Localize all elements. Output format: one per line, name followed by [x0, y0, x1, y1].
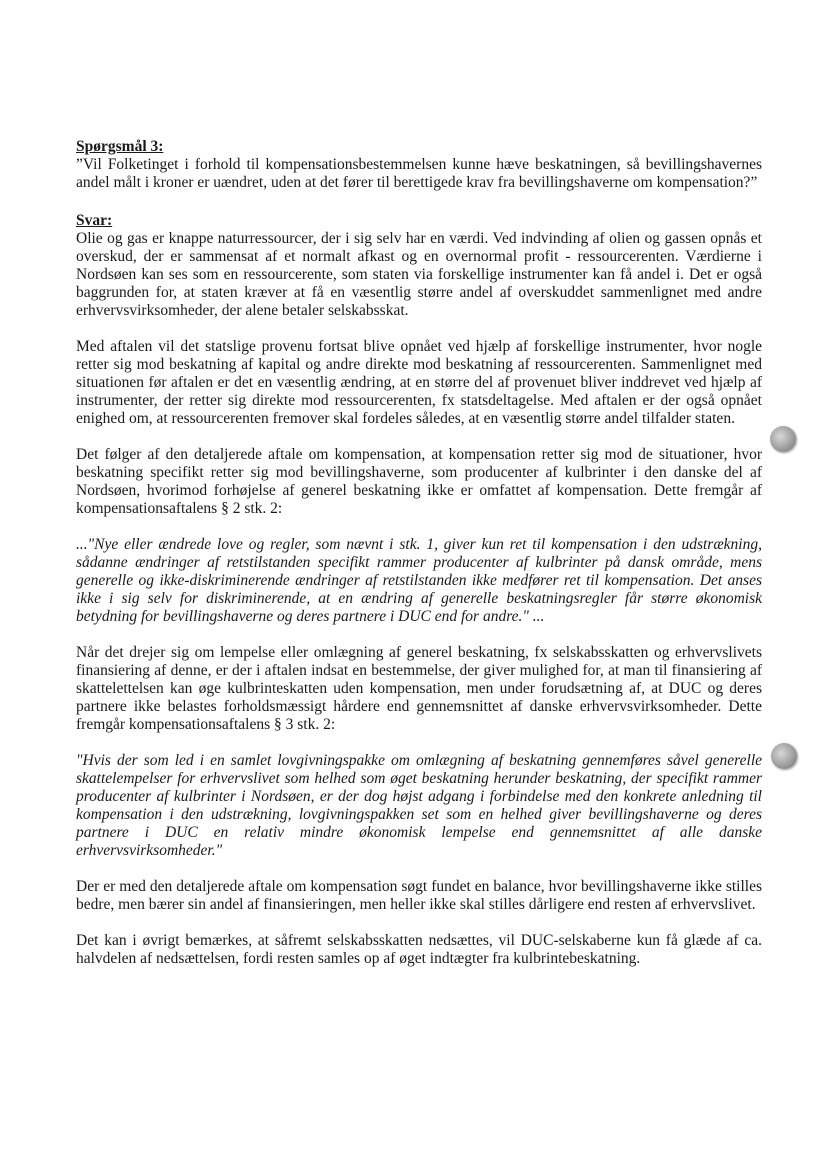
answer-paragraph-5: Der er med den detaljerede aftale om kompensation søgt fundet en balance, hvor bevillingshaverne ikke stilles bedre, men bærer sin andel af finansieringen, men heller ikke skal stilles dårligere end resten af erhvervslivet. — [76, 878, 762, 913]
quote-paragraph-1: ..."Nye eller ændrede love og regler, som nævnt i stk. 1, giver kun ret til kompensation i den udstrækning, sådanne ændringer af retstilstanden specifikt rammer producenter af kulbrinter på dansk område, mens generelle og ikke-diskriminerende ændringer af retstilstanden ikke medfører ret til kompensation. Det anses ikke i sig selv for diskriminerende, at en ændring af generelle beskatningsregler får større økonomisk betydning for bevillingshaverne og deres partnere i DUC end for andre." ... — [76, 536, 762, 625]
answer-paragraph-1: Olie og gas er knappe naturressourcer, der i sig selv har en værdi. Ved indvinding af olien og gassen opnås et overskud, der er sammensat af et normalt afkast og en overnormal profit - ressourcerenten. Værdierne i Nordsøen kan ses som en ressourcerente, som staten via forskellige instrumenter kan få andel i. Det er også baggrunden for, at staten kræver at få en væsentlig større andel af overskuddet sammenlignet med andre erhvervsvirksomheder, der alene betaler selskabsskat. — [76, 230, 762, 319]
punch-hole-icon — [770, 426, 796, 452]
question-text: ”Vil Folketinget i forhold til kompensationsbestemmelsen kunne hæve beskatningen, så bevillingshavernes andel målt i kroner er uændret, uden at det fører til berettigede krav fra bevillingshaverne om kompensation?” — [76, 156, 762, 191]
question-heading: Spørgsmål 3: — [76, 138, 164, 155]
punch-hole-icon — [771, 743, 797, 769]
answer-paragraph-4: Når det drejer sig om lempelse eller omlægning af generel beskatning, fx selskabsskatten og erhvervslivets finansiering af denne, er der i aftalen indsat en bestemmelse, der giver mulighed for, at man til finansiering af skattelettelsen kan øge kulbrinteskatten uden kompensation, men under forudsætning af, at DUC og deres partnere ikke belastes forholdsmæssigt hårdere end gennemsnittet af danske erhvervsvirksomheder. Dette fremgår kompensationsaftalens § 3 stk. 2: — [76, 644, 762, 733]
answer-paragraph-2: Med aftalen vil det statslige provenu fortsat blive opnået ved hjælp af forskellige instrumenter, hvor nogle retter sig mod beskatning af kapital og andre direkte mod beskatning af ressourcerenten. Sammenlignet med situationen før aftalen er det en væsentlig ændring, at en større del af provenuet bliver inddrevet ved hjælp af instrumenter, der retter sig direkte mod ressourcerenten, fx statsdeltagelse. Med aftalen er der også opnået enighed om, at ressourcerenten fremover skal fordeles således, at en væsentlig større andel tilfalder staten. — [76, 338, 762, 427]
document-page — [76, 138, 762, 968]
answer-paragraph-3: Det følger af den detaljerede aftale om kompensation, at kompensation retter sig mod de situationer, hvor beskatning specifikt retter sig mod bevillingshaverne, som producenter af kulbrinter i den danske del af Nordsøen, hvorimod forhøjelse af generel beskatning ikke er omfattet af kompensation. Dette fremgår af kompensationsaftalens § 2 stk. 2: — [76, 446, 762, 517]
quote-paragraph-2: "Hvis der som led i en samlet lovgivningspakke om omlægning af beskatning gennemføres såvel generelle skattelempelser for erhvervslivet som helhed som øget beskatning herunder beskatning, der specifikt rammer producenter af kulbrinter i Nordsøen, er der dog højst adgang i forbindelse med den konkrete anledning til kompensation i den udstrækning, lovgivningspakken set som en helhed giver bevillingshaverne og deres partnere i DUC en relativ mindre økonomisk lempelse end gennemsnittet af alle danske erhvervsvirksomheder." — [76, 752, 762, 859]
answer-heading: Svar: — [76, 212, 113, 229]
answer-paragraph-6: Det kan i øvrigt bemærkes, at såfremt selskabsskatten nedsættes, vil DUC-selskaberne kun få glæde af ca. halvdelen af nedsættelsen, fordi resten samles op af øget indtægter fra kulbrintebeskatning. — [76, 932, 762, 967]
